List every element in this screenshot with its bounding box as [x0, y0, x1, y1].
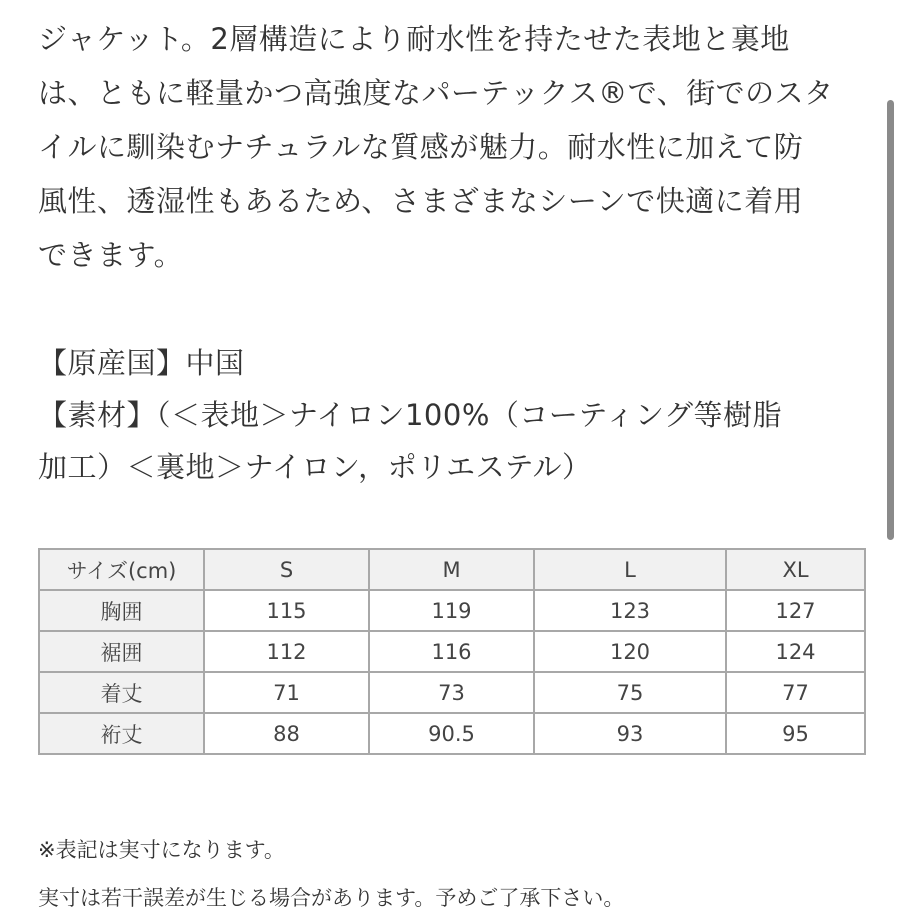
row-label-hem: 裾囲	[39, 631, 204, 672]
table-cell: 90.5	[369, 713, 534, 754]
table-cell: 95	[726, 713, 865, 754]
measurement-note: ※表記は実寸になります。	[38, 838, 285, 862]
table-cell: 123	[534, 590, 726, 631]
size-header-s: S	[204, 549, 369, 590]
description-line: は、ともに軽量かつ高強度なパーテックス®で、街でのスタ	[38, 76, 834, 110]
size-header-m: M	[369, 549, 534, 590]
description-line: できます。	[38, 238, 184, 272]
table-cell: 71	[204, 672, 369, 713]
table-cell: 73	[369, 672, 534, 713]
description-line: 風性、透湿性もあるため、さまざまなシーンで快適に着用	[38, 184, 804, 218]
table-cell: 75	[534, 672, 726, 713]
table-cell: 116	[369, 631, 534, 672]
row-label-length: 着丈	[39, 672, 204, 713]
size-header-label: サイズ(cm)	[39, 549, 204, 590]
table-cell: 115	[204, 590, 369, 631]
vertical-scrollbar[interactable]	[887, 100, 894, 540]
table-cell: 124	[726, 631, 865, 672]
origin-text: 【原産国】中国	[38, 346, 245, 380]
table-cell: 120	[534, 631, 726, 672]
material-text: 【素材】（＜表地＞ナイロン100%（コーティング等樹脂	[38, 398, 782, 432]
size-table	[38, 548, 866, 755]
table-row	[39, 672, 865, 713]
table-cell: 93	[534, 713, 726, 754]
table-cell: 119	[369, 590, 534, 631]
description-line: イルに馴染むナチュラルな質感が魅力。耐水性に加えて防	[38, 130, 804, 164]
row-label-sleeve: 裄丈	[39, 713, 204, 754]
product-description	[38, 12, 868, 282]
material-text-continued: 加工）＜裏地＞ナイロン，ポリエステル）	[38, 450, 592, 484]
description-line: ジャケット。2層構造により耐水性を持たせた表地と裏地	[38, 22, 790, 56]
table-cell: 127	[726, 590, 865, 631]
measurement-disclaimer: 実寸は若干誤差が生じる場合があります。予めご了承下さい。	[38, 886, 625, 910]
size-header-row	[39, 549, 865, 590]
table-cell: 88	[204, 713, 369, 754]
size-header-xl: XL	[726, 549, 865, 590]
product-specs	[38, 337, 868, 493]
table-cell: 77	[726, 672, 865, 713]
size-header-l: L	[534, 549, 726, 590]
table-row	[39, 713, 865, 754]
product-content	[38, 12, 868, 484]
row-label-chest: 胸囲	[39, 590, 204, 631]
table-row	[39, 590, 865, 631]
table-cell: 112	[204, 631, 369, 672]
table-row	[39, 631, 865, 672]
